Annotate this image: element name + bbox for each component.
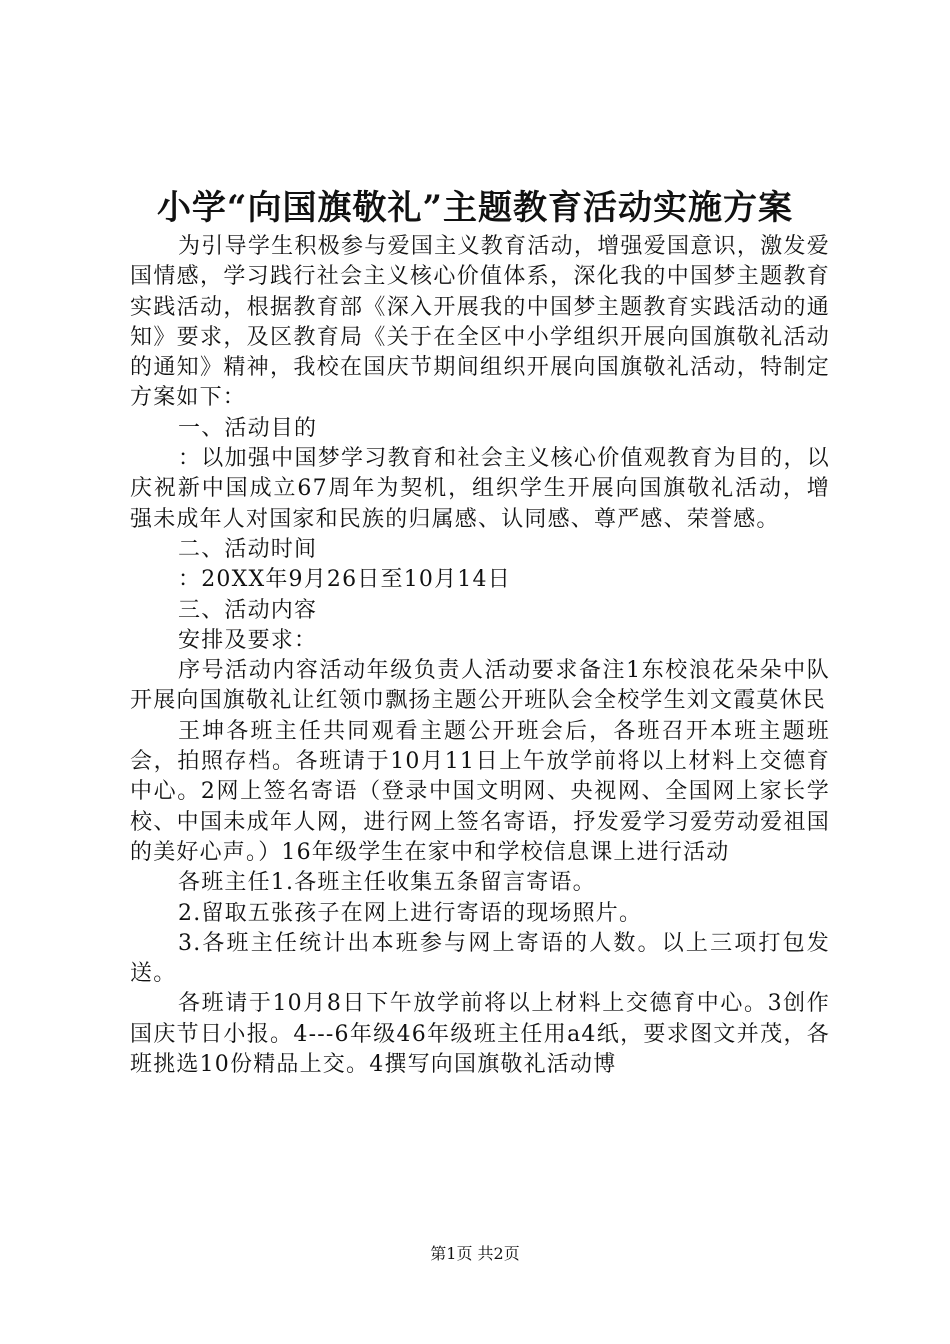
arrangement-heading: 安排及要求： xyxy=(178,627,318,653)
table-text-row-2: 王坤各班主任共同观看主题公开班会后，各班召开本班主题班会，拍照存档。各班请于10月11日上午放学前将以上材料上交德育中心。2网上签名寄语（登录中国文明网、央视网、全国网上家长学校、中国未成年人网，进行网上签名寄语，抒发爱学习爱劳动爱祖国的美好心声。）16年级学生在家中和学校信息课上进行活动 xyxy=(130,718,830,865)
table-text-row-1: 序号活动内容活动年级负责人活动要求备注1东校浪花朵朵中队开展向国旗敬礼让红领巾飘扬主题公开班队会全校学生刘文霞莫休民 xyxy=(130,658,830,714)
section-heading-purpose: 一、活动目的 xyxy=(178,415,318,441)
section-heading-time: 二、活动时间 xyxy=(178,536,318,562)
document-body xyxy=(130,232,830,1080)
submission-paragraph: 各班请于10月8日下午放学前将以上材料上交德育中心。3创作国庆节日小报。4---6年级46年级班主任用a4纸，要求图文并茂，各班挑选10份精品上交。4撰写向国旗敬礼活动博 xyxy=(130,991,830,1078)
section-heading-content: 三、活动内容 xyxy=(178,597,318,623)
requirement-item-2: 2.留取五张孩子在网上进行寄语的现场照片。 xyxy=(178,900,643,926)
time-paragraph: ：20XX年9月26日至10月14日 xyxy=(178,567,511,593)
intro-paragraph: 为引导学生积极参与爱国主义教育活动，增强爱国意识，激发爱国情感，学习践行社会主义核心价值体系，深化我的中国梦主题教育实践活动，根据教育部《深入开展我的中国梦主题教育实践活动的通知》要求，及区教育局《关于在全区中小学组织开展向国旗敬礼活动的通知》精神，我校在国庆节期间组织开展向国旗敬礼活动，特制定方案如下： xyxy=(130,234,830,411)
page-footer: 第1页 共2页 xyxy=(430,1244,520,1263)
requirement-item-3: 3.各班主任统计出本班参与网上寄语的人数。以上三项打包发送。 xyxy=(130,930,830,987)
purpose-paragraph: ：以加强中国梦学习教育和社会主义核心价值观教育为目的，以庆祝新中国成立67周年为契机，组织学生开展向国旗敬礼活动，增强未成年人对国家和民族的归属感、认同感、尊严感、荣誉感。 xyxy=(130,446,830,532)
document-title: 小学“向国旗敬礼”主题教育活动实施方案 xyxy=(156,188,794,228)
requirement-item-1: 各班主任1.各班主任收集五条留言寄语。 xyxy=(178,870,596,896)
